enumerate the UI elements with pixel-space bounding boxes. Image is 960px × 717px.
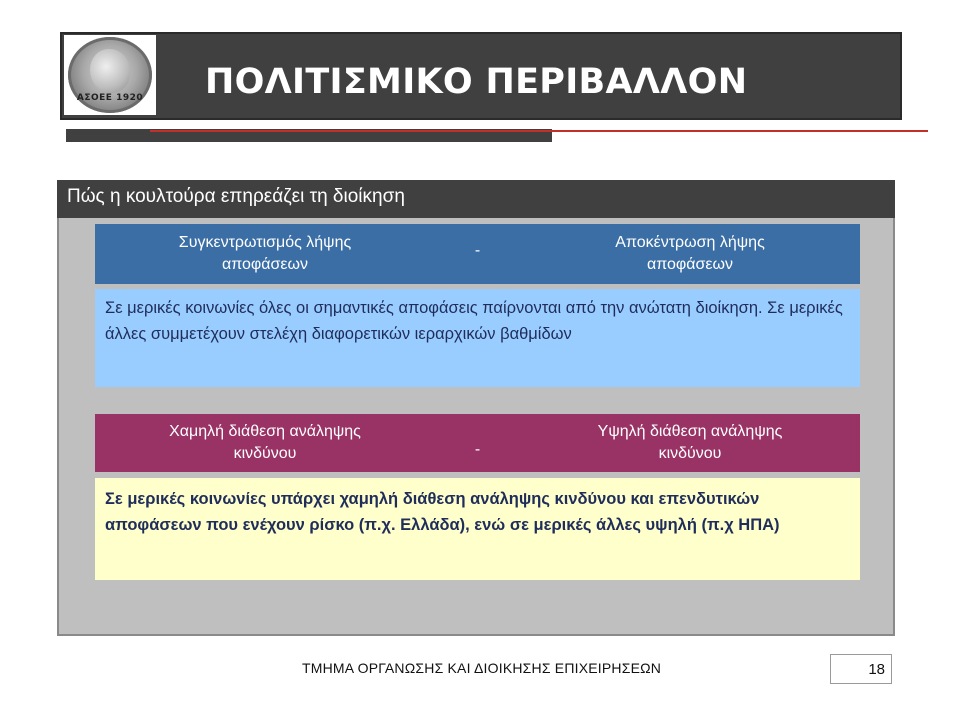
high-risk-label — [520, 421, 860, 465]
separator-dash: - — [474, 441, 481, 458]
decentralization-line1: Αποκέντρωση λήψης — [615, 234, 765, 251]
separator-dash: - — [474, 242, 481, 259]
high-risk-line2: κινδύνου — [658, 445, 722, 462]
decentralization-line2: αποφάσεων — [646, 256, 734, 273]
logo-text: ΑΣΟΕΕ 1920 — [76, 93, 144, 103]
logo — [64, 35, 156, 115]
risk-attitude-description: Σε μερικές κοινωνίες υπάρχει χαμηλή διάθεση ανάληψης κινδύνου και επενδυτικών αποφάσεων που ενέχουν ρίσκο (π.χ. Ελλάδα), ενώ σε μερικές άλλες υψηλή (π.χ ΗΠΑ) — [95, 478, 860, 580]
low-risk-line2: κινδύνου — [233, 445, 297, 462]
page-title: ΠΟΛΙΤΙΣΜΙΚΟ ΠΕΡΙΒΑΛΛΟΝ — [205, 62, 748, 102]
low-risk-label — [95, 421, 435, 465]
centralization-label — [95, 232, 435, 276]
subtitle: Πώς η κουλτούρα επηρεάζει τη διοίκηση — [67, 186, 405, 207]
decision-making-description: Σε μερικές κοινωνίες όλες οι σημαντικές αποφάσεις παίρνονται από την ανώτατη διοίκηση. Σε μερικές άλλες συμμετέχουν στελέχη διαφορετικών ιεραρχικών βαθμίδων — [95, 289, 860, 387]
header-underline-red — [150, 130, 928, 132]
page-number: 18 — [830, 654, 892, 684]
centralization-line2: αποφάσεων — [221, 256, 309, 273]
decentralization-label — [520, 232, 860, 276]
decision-making-header — [95, 224, 860, 284]
centralization-line1: Συγκεντρωτισμός λήψης — [178, 234, 352, 251]
subtitle-bar — [57, 180, 895, 218]
low-risk-line1: Χαμηλή διάθεση ανάληψης — [169, 423, 361, 440]
coin-portrait — [90, 49, 130, 93]
high-risk-line1: Υψηλή διάθεση ανάληψης — [597, 423, 783, 440]
risk-attitude-header — [95, 414, 860, 472]
footer-department: ΤΜΗΜΑ ΟΡΓΑΝΩΣΗΣ ΚΑΙ ΔΙΟΙΚΗΣΗΣ ΕΠΙΧΕΙΡΗΣΕΩΝ — [302, 660, 662, 676]
content-panel — [57, 180, 895, 636]
coin-head-icon — [68, 37, 152, 113]
